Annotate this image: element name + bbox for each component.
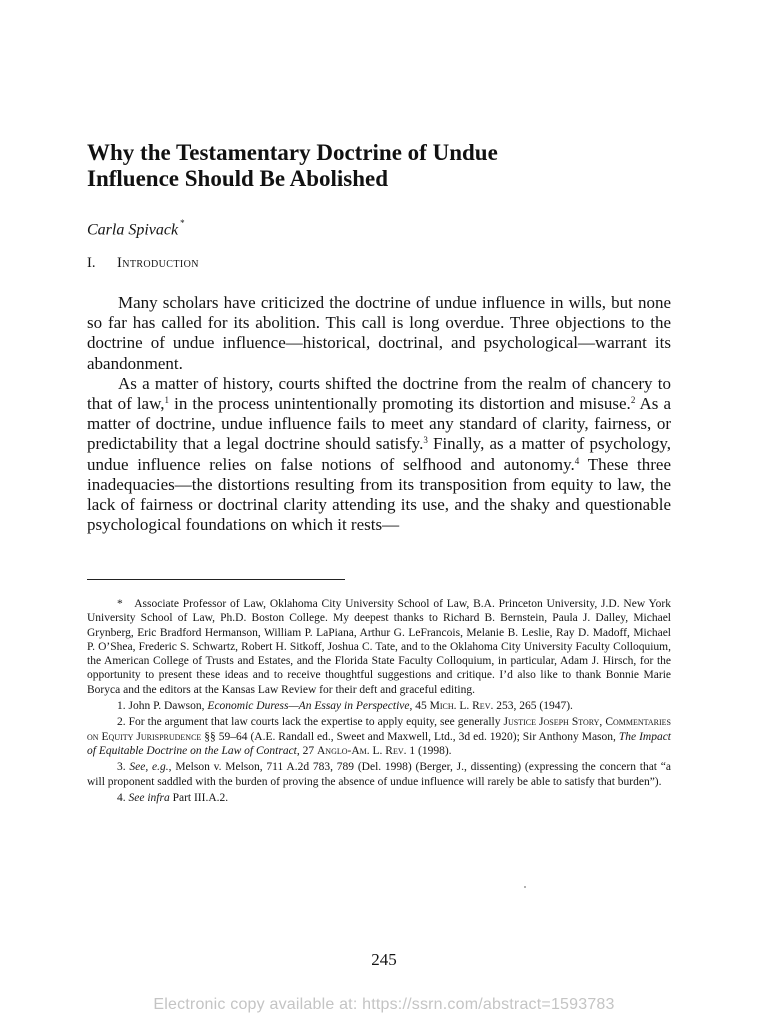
paragraph-2-text-a: As a matter of history, courts shifted the doctrine from the realm of chancery to that of law, [87, 373, 671, 414]
footnote-1-journal: Mich. L. Rev. [429, 700, 494, 713]
footnote-ref-3[interactable]: 3 [423, 435, 428, 446]
section-title: Introduction [117, 255, 199, 271]
footnote-4-signal: See infra [128, 791, 170, 804]
footnote-4 [87, 791, 671, 805]
paragraph-2-text-b: in the process unintentionally promoting its distortion and misuse. [169, 394, 631, 414]
footnote-1-title: Economic Duress—An Essay in Perspective [207, 700, 410, 713]
footnote-2-text-c: , 27 [296, 744, 317, 757]
paragraph-2 [87, 374, 671, 536]
paragraph-1: Many scholars have criticized the doctrine of undue influence in wills, but none so far has called for its abolition. This call is long overdue. Three objections to the doctrine of undue influence—historical, doctrinal, and psychological—warrant its abandonment. [87, 293, 671, 373]
paragraph-2-text-d: Finally, as a matter of psychology, undue influence relies on false notions of selfhood and autonomy. [87, 434, 672, 474]
footnotes [87, 597, 671, 807]
section-number: I. [87, 255, 96, 271]
footnote-ref-2[interactable]: 2 [630, 395, 636, 406]
footnote-4-number: 4. [117, 791, 126, 804]
footnote-separator [87, 579, 345, 580]
footnote-star [87, 597, 671, 697]
footnote-2-number: 2. [117, 716, 126, 729]
footnote-2-text: For the argument that law courts lack the expertise to apply equity, see generally [128, 716, 504, 729]
footnote-1-number: 1. [117, 700, 126, 713]
footnote-3-signal: See, e.g. [129, 761, 169, 774]
article-title [87, 140, 647, 192]
footnote-1-text-c: 253, 265 (1947). [493, 700, 573, 713]
footnote-3-text: , Melson v. Melson, 711 A.2d 783, 789 (Del. 1998) (Berger, J., dissenting) (expressing the concern that “a will proponent saddled with the burden of proving the absence of undue influence will rarely be able to satisfy that burden”). [87, 761, 671, 788]
footnote-2-book: Justice Joseph Story, Commentaries on Equity Jurisprudence [87, 716, 672, 743]
author-name: Carla Spivack [87, 221, 179, 239]
title-line-2: Influence Should Be Abolished [87, 166, 389, 191]
footnote-star-mark: * [117, 598, 123, 610]
footnote-2 [87, 715, 671, 758]
footnote-3-number: 3. [117, 761, 126, 774]
footnote-2-journal: Anglo-Am. L. Rev. [317, 744, 407, 757]
paragraph-2-text-e: These three inadequacies—the distortions resulting from its transposition from equity to law, the lack of fairness or doctrinal clarity attending its use, and the shaky and questionable psychological foundations on which it rests— [87, 454, 671, 535]
author-line [87, 215, 185, 240]
footnote-1 [87, 699, 671, 713]
paragraph-2-text-c: As a matter of doctrine, undue influence fails to meet any standard of clarity, fairness, or predictability that a legal doctrine should satisfy. [87, 394, 671, 454]
footnote-2-text-b: §§ 59–64 (A.E. Randall ed., Sweet and Maxwell, Ltd., 3d ed. 1920); Sir Anthony Mason, [201, 730, 619, 743]
footnote-1-text: John P. Dawson, [128, 700, 208, 713]
section-heading [87, 254, 199, 272]
footnote-ref-1[interactable]: 1 [164, 395, 170, 406]
ssrn-watermark: Electronic copy available at: https://ssrn.com/abstract=1593783 [153, 996, 615, 1013]
footnote-4-text: Part III.A.2. [169, 791, 229, 804]
footnote-2-text-d: 1 (1998). [406, 744, 452, 757]
footnote-star-text: Associate Professor of Law, Oklahoma City University School of Law, B.A. Princeton University, J.D. New York University School of Law, Ph.D. Boston College. My deepest thanks to Richard B. Bernstein, Paula J. Dalley, Michael Grynberg, Eric Bradford Hermanson, William P. LaPiana, Arthur G. LeFrancois, Melanie B. Leslie, Ray D. Madoff, Michael P. O’Shea, Frederic S. Schwartz, Robert H. Sitkoff, Joshua C. Tate, and to the Oklahoma City University Faculty Colloquium, the American College of Trusts and Estates, and the Florida State Faculty Colloquium, in particular, Adam J. Hirsch, for the opportunity to present these ideas and to receive thoughtful suggestions and critique. I’d also like to thank Bonnie Marie Boryca and the editors at the Kansas Law Review for their deft and graceful editing. [87, 598, 672, 696]
footnote-ref-4[interactable]: 4 [574, 455, 580, 466]
footnote-2-title: The Impact of Equitable Doctrine on the Law of Contract [87, 730, 672, 757]
footnote-1-text-b: , 45 [409, 700, 430, 713]
title-line-1: Why the Testamentary Doctrine of Undue [87, 140, 498, 165]
footnote-3 [87, 760, 671, 789]
author-footnote-mark[interactable]: * [180, 218, 185, 228]
page-number: 245 [371, 950, 397, 969]
body-text [87, 293, 671, 535]
scan-speck [524, 886, 526, 888]
